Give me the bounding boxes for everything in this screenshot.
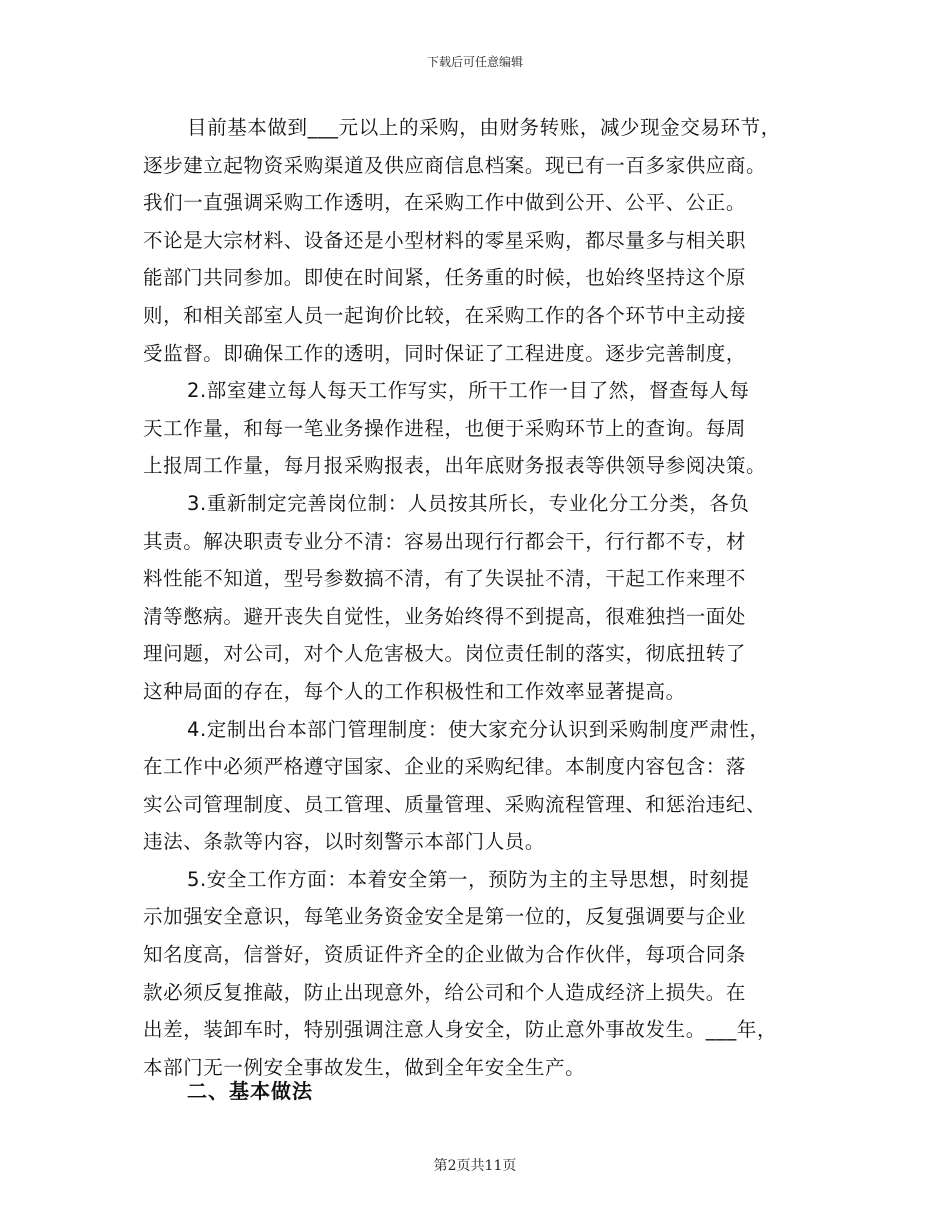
text-line: 能部门共同参加。即使在时间紧，任务重的时候，也始终坚持这个原 xyxy=(143,266,747,290)
text-line: 料性能不知道，型号参数搞不清，有了失误扯不清，干起工作来理不 xyxy=(143,567,747,591)
text-line: 出差，装卸车时，特别强调注意人身安全，防止意外事故发生。___年， xyxy=(143,1018,778,1042)
text-line: 本部门无一例安全事故发生，做到全年安全生产。 xyxy=(143,1055,586,1079)
text-line: 其责。解决职责专业分不清：容易出现行行都会干，行行都不专，材 xyxy=(143,529,747,553)
section-heading: 二、基本做法 xyxy=(187,1079,313,1103)
text-line: 5.安全工作方面：本着安全第一，预防为主的主导思想，时刻提 xyxy=(187,867,750,891)
text-line: 款必须反复推敲，防止出现意外，给公司和个人造成经济上损失。在 xyxy=(143,980,747,1004)
text-line: 上报周工作量，每月报采购报表，出年底财务报表等供领导参阅决策。 xyxy=(143,454,767,478)
text-line: 实公司管理制度、员工管理、质量管理、采购流程管理、和惩治违纪、 xyxy=(143,792,767,816)
text-line: 天工作量，和每一笔业务操作进程，也便于采购环节上的查询。每周 xyxy=(143,416,747,440)
page-header-note: 下载后可任意编辑 xyxy=(426,55,523,69)
text-line: 3.重新制定完善岗位制：人员按其所长，专业化分工分类，各负 xyxy=(187,491,750,515)
text-line: 知名度高，信誉好，资质证件齐全的企业做为合作伙伴，每项合同条 xyxy=(143,943,747,967)
text-line: 理问题，对公司，对个人危害极大。岗位责任制的落实，彻底扭转了 xyxy=(143,642,747,666)
text-line: 目前基本做到___元以上的采购，由财务转账，减少现金交易环节， xyxy=(187,116,781,139)
text-line: 在工作中必须严格遵守国家、企业的采购纪律。本制度内容包含：落 xyxy=(143,755,747,779)
text-line: 则，和相关部室人员一起询价比较，在采购工作的各个环节中主动接 xyxy=(143,303,747,327)
text-line: 我们一直强调采购工作透明，在采购工作中做到公开、公平、公正。 xyxy=(143,191,747,215)
text-line: 这种局面的存在，每个人的工作积极性和工作效率显著提高。 xyxy=(143,679,686,703)
text-line: 2.部室建立每人每天工作写实，所干工作一目了然，督查每人每 xyxy=(187,379,750,403)
text-line: 4.定制出台本部门管理制度：使大家充分认识到采购制度严肃性， xyxy=(187,717,770,741)
text-line: 清等憋病。避开丧失自觉性，业务始终得不到提高，很难独挡一面处 xyxy=(143,604,747,628)
text-line: 逐步建立起物资采购渠道及供应商信息档案。现已有一百多家供应商。 xyxy=(143,153,767,177)
text-line: 违法、条款等内容，以时刻警示本部门人员。 xyxy=(143,830,546,854)
text-line: 受监督。即确保工作的透明，同时保证了工程进度。逐步完善制度， xyxy=(143,341,747,365)
text-line: 不论是大宗材料、设备还是小型材料的零星采购，都尽量多与相关职 xyxy=(143,228,747,252)
document-body xyxy=(143,109,823,1086)
text-line: 示加强安全意识，每笔业务资金安全是第一位的，反复强调要与企业 xyxy=(143,905,747,929)
page-number-footer: 第2页共11页 xyxy=(433,1158,517,1174)
